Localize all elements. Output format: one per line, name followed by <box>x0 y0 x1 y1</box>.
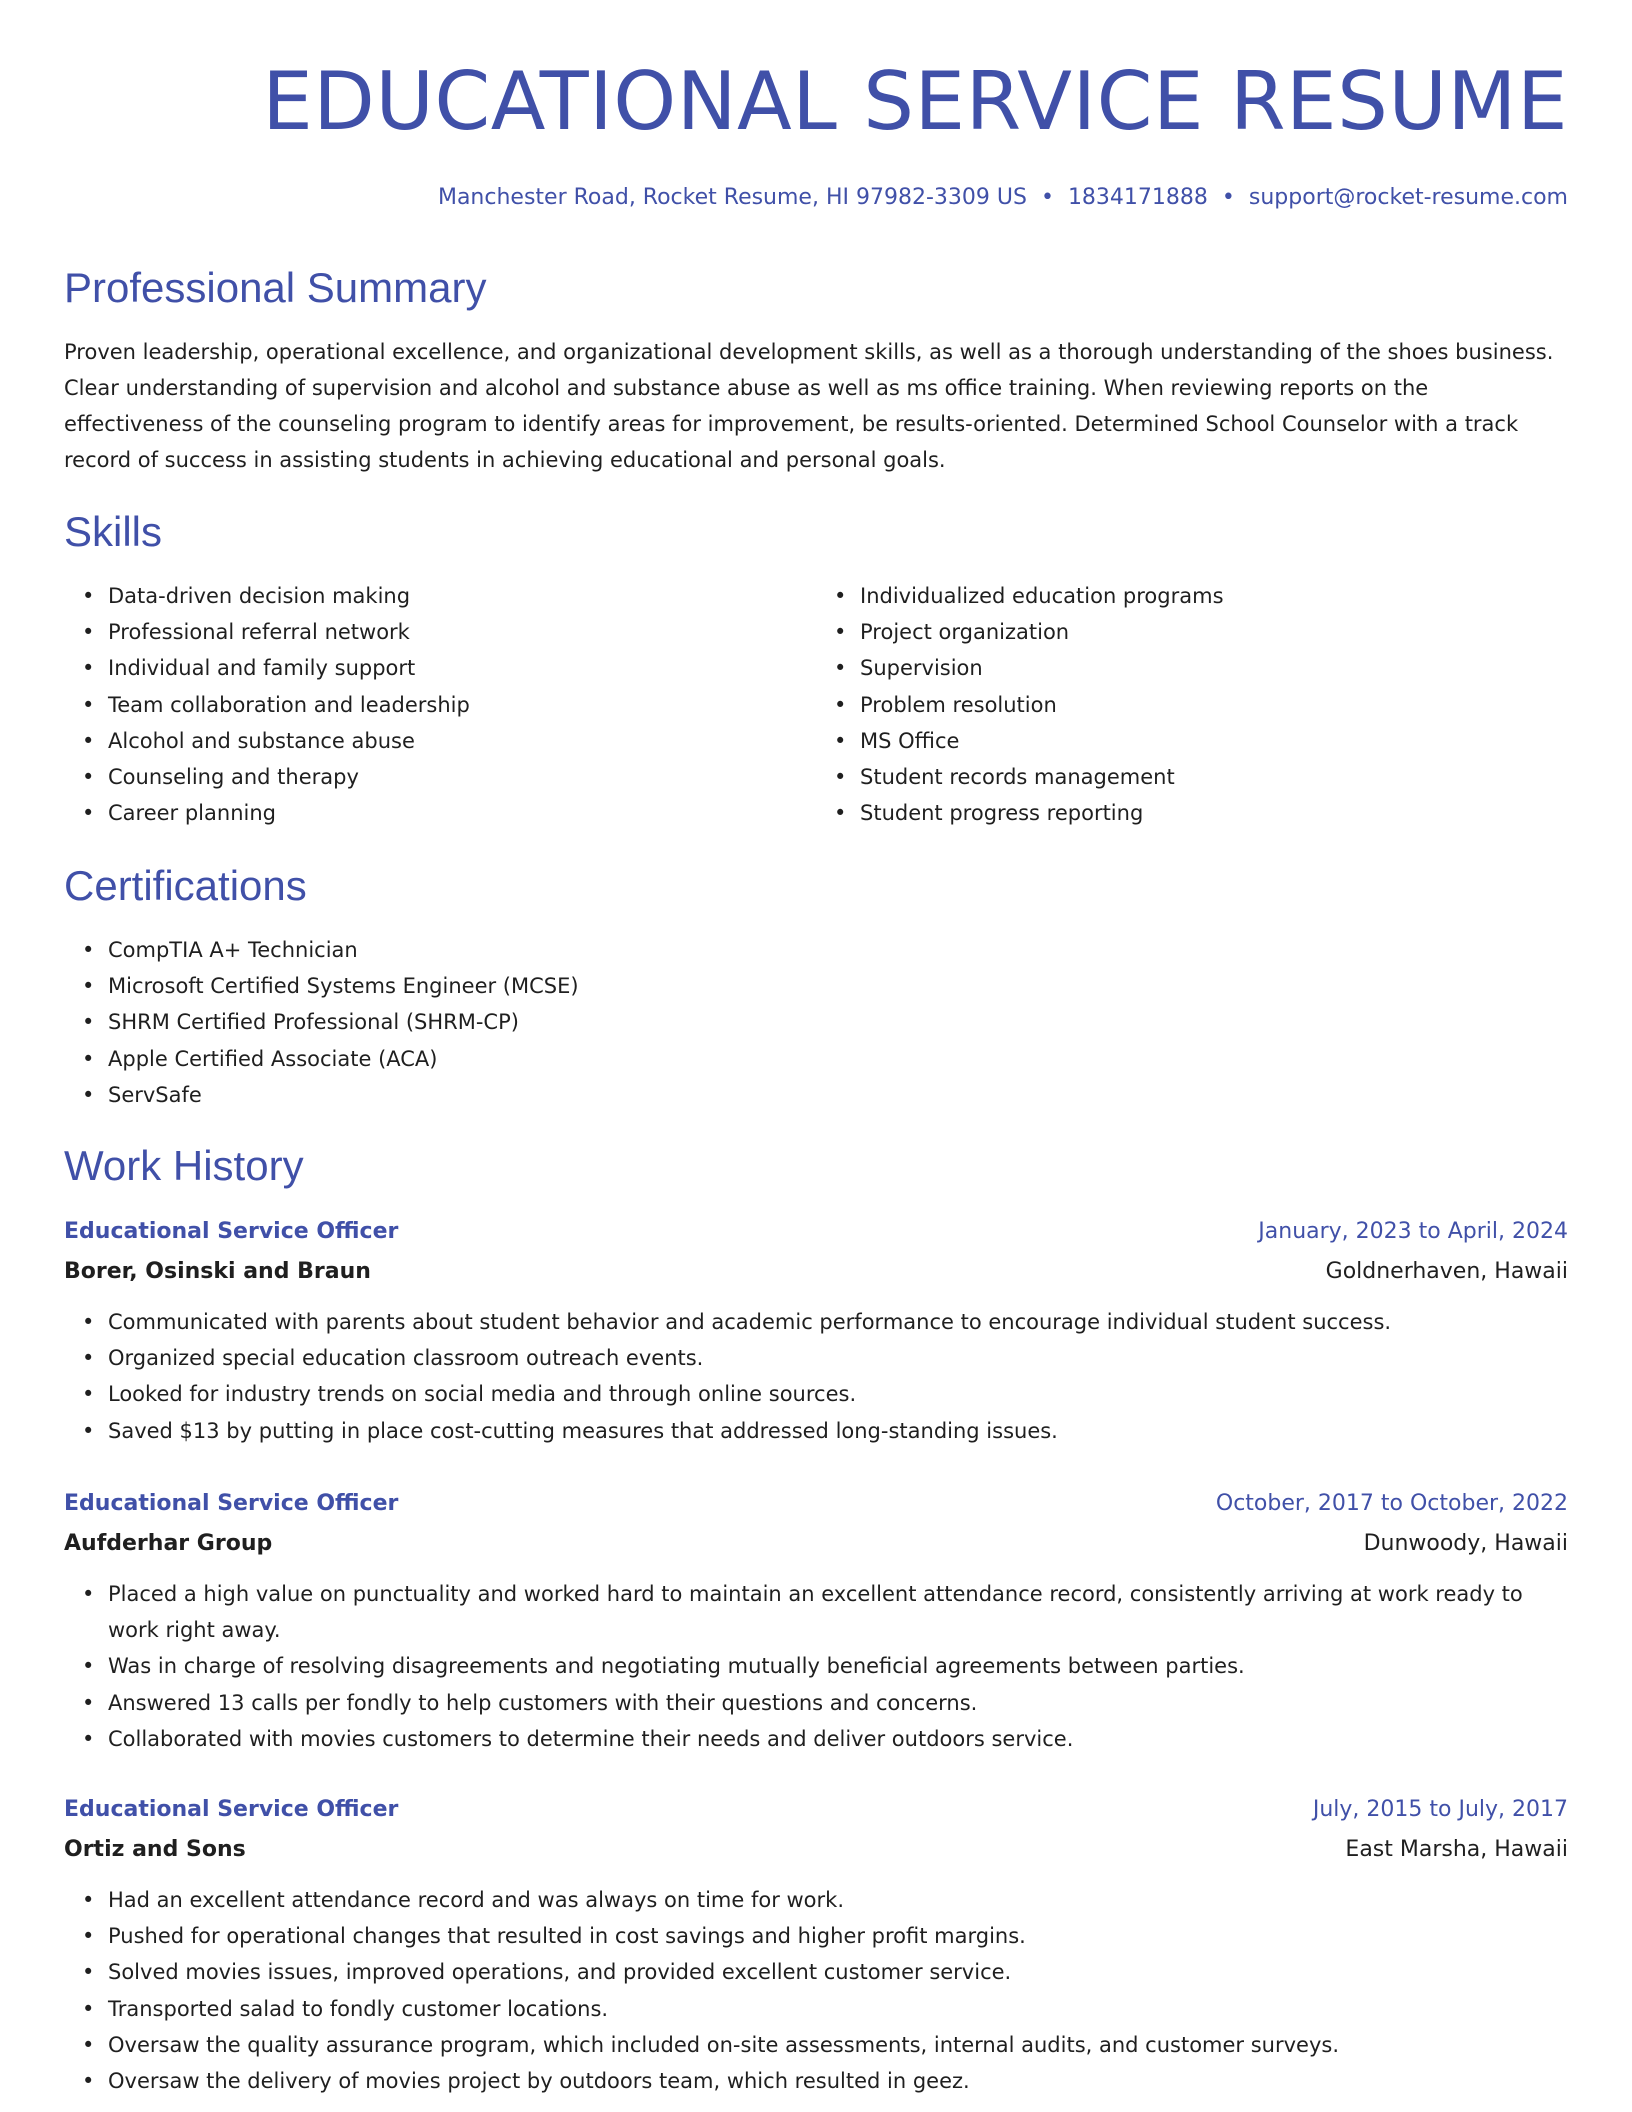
job-company: Aufderhar Group <box>64 1531 273 1556</box>
job-bullet: • Saved $13 by putting in place cost-cutting measures that addressed long-standing issues. <box>108 1413 1568 1449</box>
job-location: Goldnerhaven, Hawaii <box>1325 1259 1568 1284</box>
skills-column-right <box>816 578 1568 831</box>
job-bullet: • Looked for industry trends on social media and through online sources. <box>108 1376 1568 1412</box>
job-bullet: • Organized special education classroom outreach events. <box>108 1340 1568 1376</box>
job-bullets <box>64 1304 1568 1449</box>
skill-item: • Student progress reporting <box>860 795 1568 831</box>
certification-item: • Microsoft Certified Systems Engineer (MCSE) <box>108 968 1568 1004</box>
certifications-heading: Certifications <box>64 862 307 909</box>
job-bullets <box>64 1882 1568 2099</box>
skill-item: • Project organization <box>860 614 1568 650</box>
contact-separator: • <box>1040 185 1054 210</box>
summary-text: Proven leadership, operational excellence, and organizational development skills, as well as a thorough understanding of the shoes business. Clear understanding of supervision and alcohol and substance abuse as well as ms office training. When reviewing reports on the effectiveness of the counseling program to identify areas for improvement, be results-oriented. Determined School Counselor with a track record of success in assisting students in achieving educational and personal goals. <box>64 340 1554 472</box>
job-bullet: • Transported salad to fondly customer locations. <box>108 1991 1568 2027</box>
contact-email: support@rocket-resume.com <box>1248 185 1568 210</box>
job-location: East Marsha, Hawaii <box>1345 1837 1568 1862</box>
job-bullet: • Had an excellent attendance record and was always on time for work. <box>108 1882 1568 1918</box>
job-entry <box>64 1212 1568 1449</box>
contact-separator: • <box>1221 185 1235 210</box>
job-bullet: • Was in charge of resolving disagreements and negotiating mutually beneficial agreements between parties. <box>108 1648 1568 1684</box>
job-entry <box>64 1790 1568 2099</box>
job-bullet: • Communicated with parents about student behavior and academic performance to encourage individual student success. <box>108 1304 1568 1340</box>
skill-item: • Individual and family support <box>108 650 816 686</box>
contact-line <box>438 178 1568 218</box>
skill-item: • Data-driven decision making <box>108 578 816 614</box>
job-bullet: • Pushed for operational changes that resulted in cost savings and higher profit margins. <box>108 1918 1568 1954</box>
job-bullet: • Oversaw the quality assurance program, which included on-site assessments, internal audits, and customer surveys. <box>108 2027 1568 2063</box>
certification-item: • ServSafe <box>108 1077 1568 1113</box>
job-bullet: • Answered 13 calls per fondly to help customers with their questions and concerns. <box>108 1685 1568 1721</box>
certification-item: • CompTIA A+ Technician <box>108 932 1568 968</box>
certification-item: • Apple Certified Associate (ACA) <box>108 1041 1568 1077</box>
job-bullets <box>64 1576 1568 1757</box>
skills-column-left <box>64 578 816 831</box>
skills-heading: Skills <box>64 508 163 555</box>
skill-item: • Professional referral network <box>108 614 816 650</box>
skill-item: • Problem resolution <box>860 687 1568 723</box>
certification-item: • SHRM Certified Professional (SHRM-CP) <box>108 1004 1568 1040</box>
job-title: Educational Service Officer <box>64 1491 399 1516</box>
job-bullet: • Placed a high value on punctuality and worked hard to maintain an excellent attendance record, consistently arriving at work ready to work right away. <box>108 1576 1568 1648</box>
job-title: Educational Service Officer <box>64 1219 399 1244</box>
summary-heading: Professional Summary <box>64 264 487 311</box>
contact-address: Manchester Road, Rocket Resume, HI 97982-3309 US <box>437 185 1027 210</box>
skill-item: • Supervision <box>860 650 1568 686</box>
job-company: Borer, Osinski and Braun <box>64 1259 371 1284</box>
job-dates: October, 2017 to October, 2022 <box>1215 1491 1568 1516</box>
skill-item: • Individualized education programs <box>860 578 1568 614</box>
skill-item: • Team collaboration and leadership <box>108 687 816 723</box>
job-dates: July, 2015 to July, 2017 <box>1312 1797 1568 1822</box>
job-bullet: • Oversaw the delivery of movies project by outdoors team, which resulted in geez. <box>108 2063 1568 2099</box>
contact-phone: 1834171888 <box>1067 185 1208 210</box>
job-title: Educational Service Officer <box>64 1797 399 1822</box>
job-dates: January, 2023 to April, 2024 <box>1258 1219 1568 1244</box>
job-bullet: • Collaborated with movies customers to determine their needs and deliver outdoors service. <box>108 1721 1568 1757</box>
skill-item: • Career planning <box>108 795 816 831</box>
skill-item: • MS Office <box>860 723 1568 759</box>
skill-item: • Alcohol and substance abuse <box>108 723 816 759</box>
work-history-heading: Work History <box>64 1142 304 1189</box>
skills-list <box>64 578 1568 831</box>
job-company: Ortiz and Sons <box>64 1837 246 1862</box>
job-bullet: • Solved movies issues, improved operations, and provided excellent customer service. <box>108 1954 1568 1990</box>
job-entry <box>64 1484 1568 1757</box>
skill-item: • Counseling and therapy <box>108 759 816 795</box>
skill-item: • Student records management <box>860 759 1568 795</box>
resume-title: EDUCATIONAL SERVICE RESUME <box>262 55 1568 148</box>
job-location: Dunwoody, Hawaii <box>1363 1531 1568 1556</box>
certifications-list <box>64 932 1568 1113</box>
